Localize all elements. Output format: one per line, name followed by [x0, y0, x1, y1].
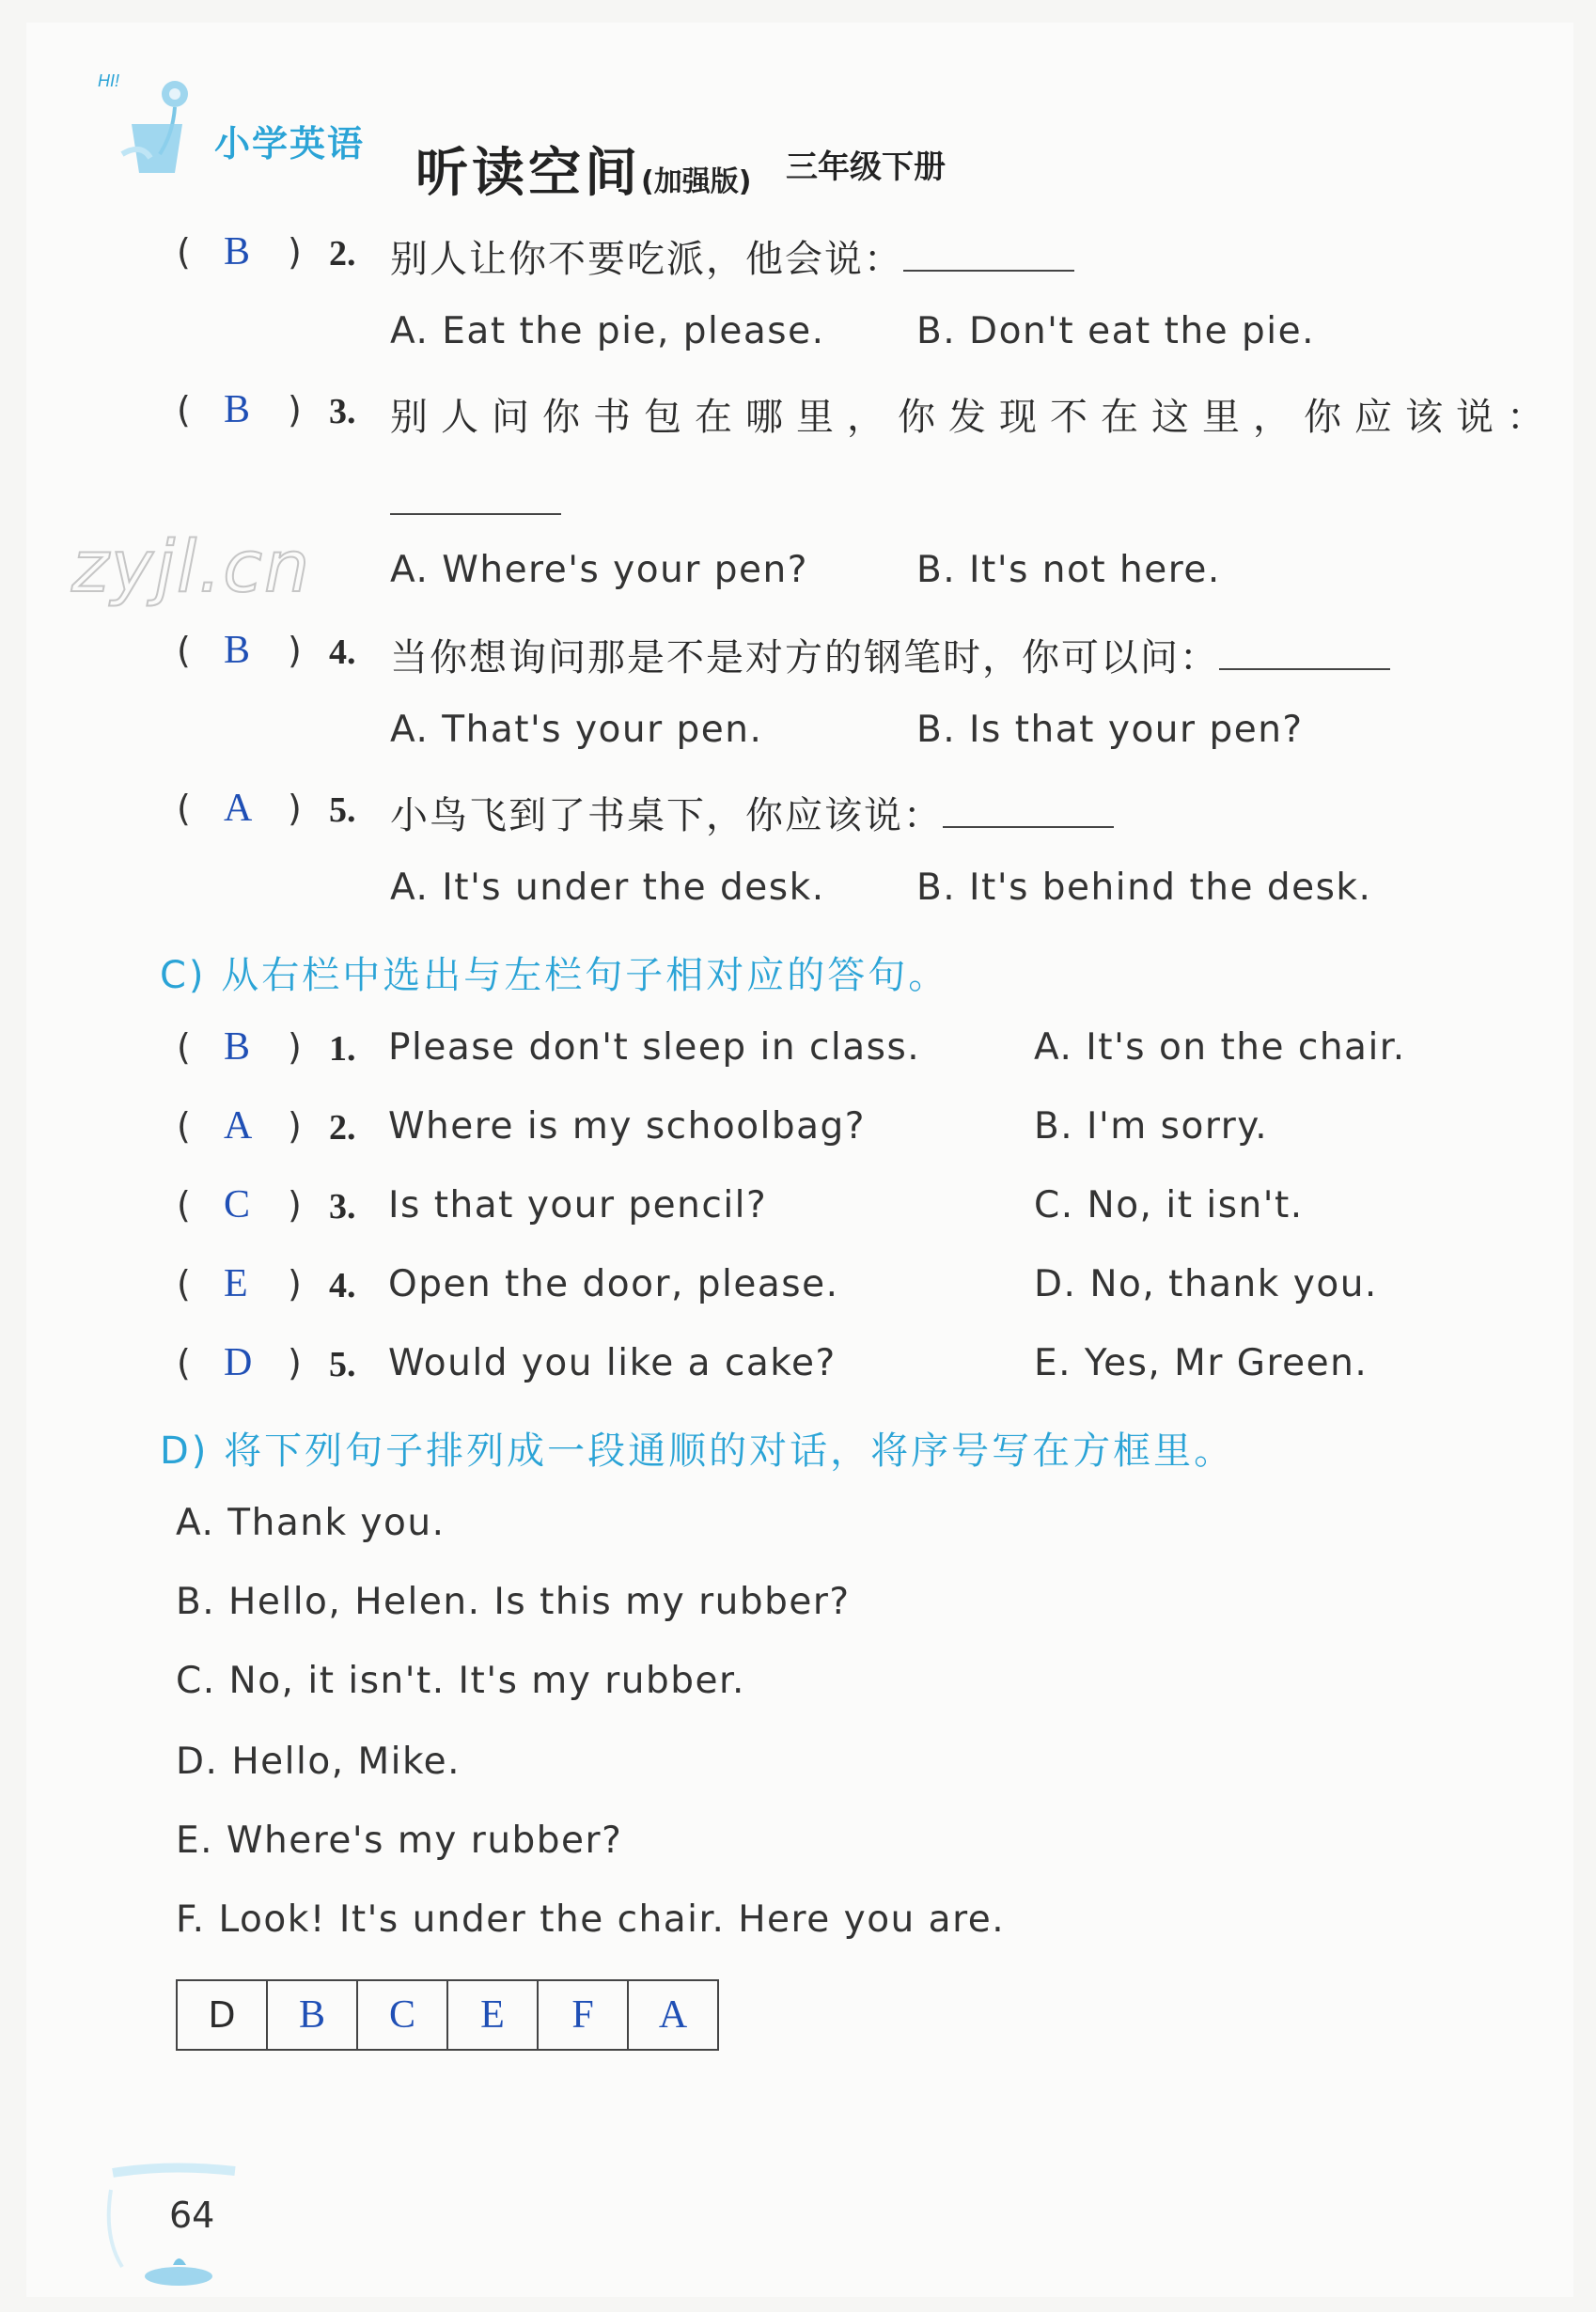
answer-paren: (	[177, 389, 191, 430]
grade-label: 三年级下册	[786, 148, 946, 186]
answer-letter: D	[224, 1341, 253, 1384]
series-title	[415, 132, 751, 207]
answer-blank	[903, 238, 1074, 272]
dialogue-sentence: A. Thank you.	[176, 1502, 446, 1544]
answer-letter: C	[224, 1183, 251, 1226]
answer-paren: (	[177, 788, 191, 829]
flower-pot-icon	[94, 68, 197, 190]
option-a: A. It's under the desk.	[390, 867, 825, 909]
right-reply: E. Yes, Mr Green.	[1034, 1342, 1369, 1384]
left-sentence: Would you like a cake?	[388, 1342, 837, 1384]
right-reply: C. No, it isn't.	[1034, 1184, 1304, 1226]
dialogue-sentence: C. No, it isn't. It's my rubber.	[176, 1660, 745, 1702]
question-number: 5.	[329, 1345, 356, 1384]
question-text: 别人问你书包在哪里，你发现不在这里，你应该说：	[390, 396, 1557, 439]
option-a: A. Eat the pie, please.	[390, 310, 825, 352]
brand-title: 小学英语	[214, 123, 366, 164]
edition-label: (加强版)	[641, 165, 752, 198]
answer-paren: )	[288, 788, 302, 829]
answer-paren: )	[288, 1263, 302, 1304]
answer-blank	[1219, 636, 1390, 670]
left-sentence: Is that your pencil?	[388, 1184, 768, 1226]
answer-letter: B	[224, 629, 251, 672]
order-box[interactable]: D	[177, 1980, 267, 2050]
answer-blank	[390, 485, 561, 515]
answer-paren: )	[288, 389, 302, 430]
dialogue-sentence: E. Where's my rubber?	[176, 1820, 623, 1862]
question-number: 2.	[329, 234, 356, 273]
answer-blank	[943, 794, 1114, 828]
answer-paren: (	[177, 231, 191, 273]
question-number: 5.	[329, 790, 356, 830]
question-number: 2.	[329, 1108, 356, 1148]
series-name: 听读空间	[415, 143, 641, 204]
answer-letter: A	[224, 1104, 253, 1148]
order-box[interactable]: C	[357, 1980, 447, 2050]
option-b: B. It's not here.	[916, 549, 1221, 591]
dialogue-sentence: D. Hello, Mike.	[176, 1741, 462, 1783]
answer-paren: (	[177, 1263, 191, 1304]
answer-paren: )	[288, 1026, 302, 1068]
question-text: 别人让你不要吃派，他会说：	[390, 229, 1074, 283]
answer-paren: (	[177, 1342, 191, 1383]
answer-letter: E	[224, 1262, 248, 1305]
order-box[interactable]: E	[447, 1980, 538, 2050]
answer-paren: (	[177, 1184, 191, 1226]
workbook-page	[26, 23, 1573, 2297]
option-b: B. It's behind the desk.	[916, 867, 1372, 909]
question-number: 1.	[329, 1029, 356, 1069]
dialogue-sentence: F. Look! It's under the chair. Here you are.	[176, 1898, 1006, 1941]
order-box[interactable]: F	[538, 1980, 628, 2050]
greeting-text: HI!	[98, 71, 120, 90]
question-number: 4.	[329, 633, 356, 672]
right-reply: D. No, thank you.	[1034, 1263, 1378, 1305]
answer-paren: (	[177, 1105, 191, 1147]
left-sentence: Open the door, please.	[388, 1263, 839, 1305]
option-b: B. Is that your pen?	[916, 709, 1304, 751]
question-number: 4.	[329, 1266, 356, 1305]
answer-letter: B	[224, 1025, 251, 1069]
right-reply: A. It's on the chair.	[1034, 1026, 1406, 1069]
answer-letter: A	[224, 787, 253, 830]
answer-paren: )	[288, 1105, 302, 1147]
answer-paren: (	[177, 630, 191, 671]
option-a: A. That's your pen.	[390, 709, 763, 751]
left-sentence: Please don't sleep in class.	[388, 1026, 921, 1069]
dialogue-sentence: B. Hello, Helen. Is this my rubber?	[176, 1581, 851, 1623]
left-sentence: Where is my schoolbag?	[388, 1105, 867, 1148]
section-c-title: C) 从右栏中选出与左栏句子相对应的答句。	[160, 954, 949, 997]
option-b: B. Don't eat the pie.	[916, 310, 1316, 352]
question-number: 3.	[329, 392, 356, 431]
section-d-title: D) 将下列句子排列成一段通顺的对话，将序号写在方框里。	[160, 1429, 1235, 1473]
order-box[interactable]: A	[628, 1980, 718, 2050]
order-answer-boxes	[176, 1979, 719, 2051]
right-reply: B. I'm sorry.	[1034, 1105, 1269, 1148]
watermark: zyjl.cn	[71, 524, 312, 608]
option-a: A. Where's your pen?	[390, 549, 808, 591]
answer-letter: B	[224, 388, 251, 431]
order-box[interactable]: B	[267, 1980, 357, 2050]
answer-paren: )	[288, 1342, 302, 1383]
question-number: 3.	[329, 1187, 356, 1226]
question-text: 当你想询问那是不是对方的钢笔时，你可以问：	[390, 628, 1390, 681]
answer-paren: )	[288, 1184, 302, 1226]
page-number: 64	[169, 2195, 215, 2236]
answer-paren: (	[177, 1026, 191, 1068]
question-text: 小鸟飞到了书桌下，你应该说：	[390, 786, 1114, 839]
answer-paren: )	[288, 231, 302, 273]
answer-letter: B	[224, 230, 251, 273]
answer-paren: )	[288, 630, 302, 671]
